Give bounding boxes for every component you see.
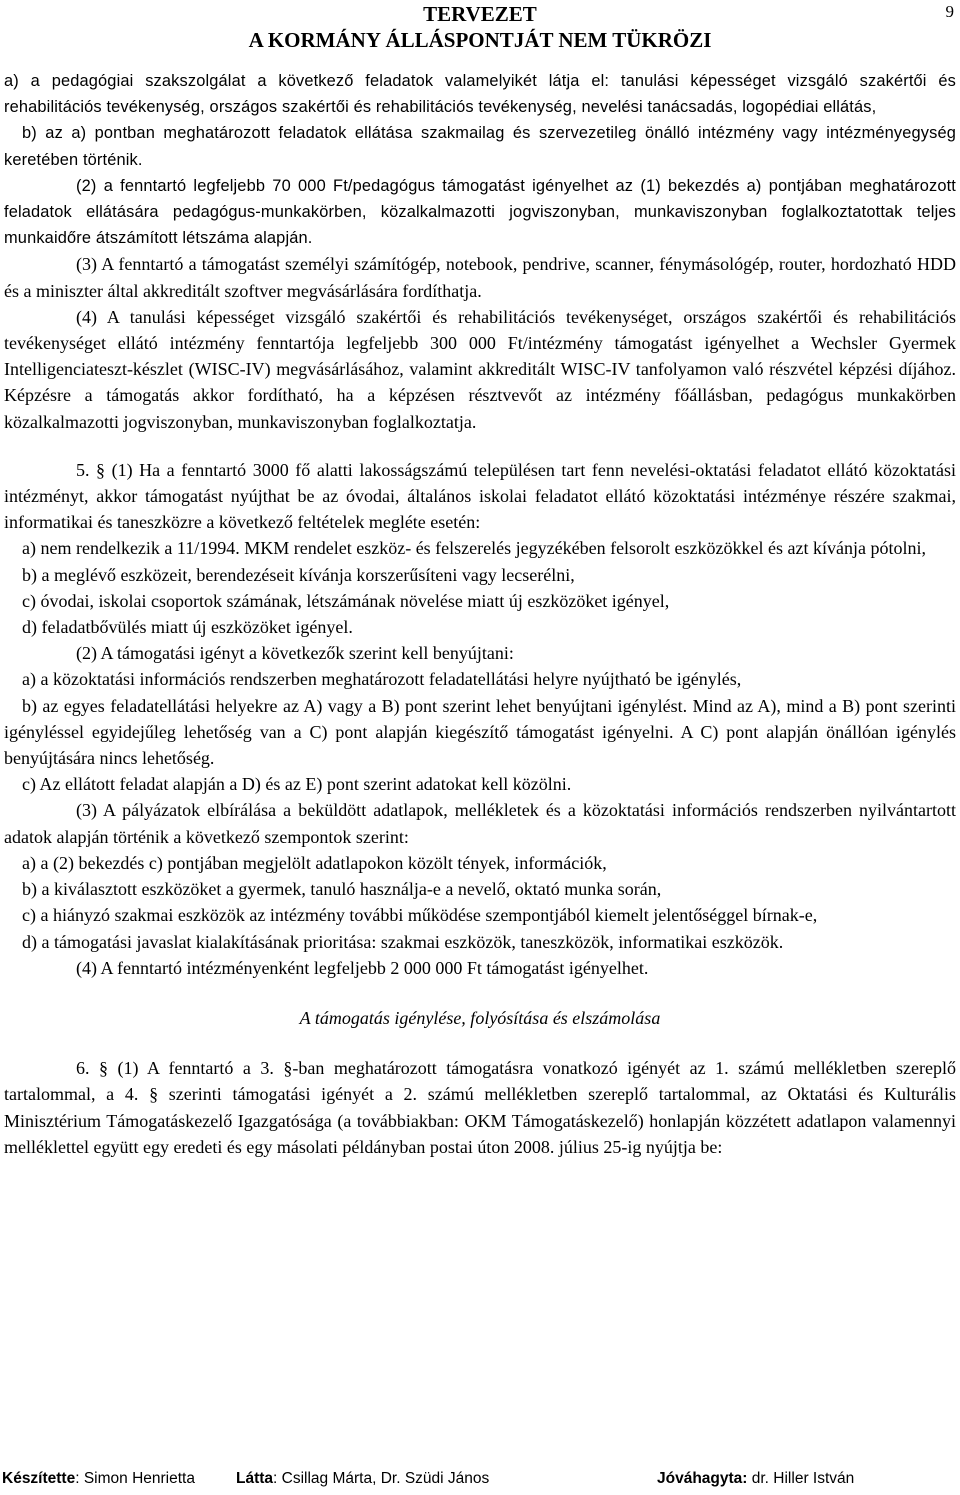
prepared-by [2,1470,195,1488]
list-item: b) a meglévő eszközeit, berendezéseit kívánja korszerűsíteni vagy lecserélni, [22,564,575,585]
paragraph: (3) A fenntartó a támogatást személyi számítógép, notebook, pendrive, scanner, fénymásológép, router, hordozható HDD és a miniszter által akkreditált szoftver megvásárlására fordíthatja. [4,254,956,301]
signature-footer [2,1470,958,1492]
paragraph: (4) A tanulási képességet vizsgáló szakértői és rehabilitációs tevékenységet, országos szakértői és rehabilitációs tevékenységet ellátó intézmény fenntartója legfeljebb 300 000 Ft/intézmény támogatást igényelhet a Wechsler Gyermek Intelligenciateszt-készlet (WISC-IV) megvásárlásához, valamint akkreditált WISC-IV tanfolyamon való részvétel képzési díjához. Képzésre a támogatás akkor fordítható, ha a képzésen résztvevőt az intézmény főállásban, pedagógus munkakörben közalkalmazotti jogviszonyban, munkaviszonyban foglalkoztatja. [4,306,956,432]
list-item: b) a kiválasztott eszközöket a gyermek, tanuló használja-e a nevelő, oktató munka során, [22,879,662,900]
draft-disclaimer: A KORMÁNY ÁLLÁSPONTJÁT NEM TÜKRÖZI [248,28,712,52]
list-item: b) az egyes feladatellátási helyekre az A) vagy a B) pont szerint lehet benyújtani igénylést. Mind az A), mind a B) pont szerinti igényléssel egyidejűleg lehetőség van a C) pont alapján kiegészítő támogatást igényelni. A C) pont alapján önállóan igénylés benyújtására nincs lehetőség. [4,695,956,769]
approved-by-value: dr. Hiller István [747,1470,855,1487]
spacer [4,981,956,1005]
paragraph: a) a pedagógiai szakszolgálat a következő feladatok valamelyikét látja el: tanulási képességet vizsgáló szakértői és rehabilitációs tevékenység, országos szakértői és rehabilitációs tevékenység, nevelési tanácsadás, logopédiai ellátás, [4,72,956,117]
list-item: a) nem rendelkezik a 11/1994. MKM rendelet eszköz- és felszerelés jegyzékében felsorolt eszközökkel és azt kívánja pótolni, [22,538,926,559]
page-number: 9 [945,2,954,21]
paragraph: (4) A fenntartó intézményenként legfeljebb 2 000 000 Ft támogatást igényelhet. [76,957,649,978]
list-item: c) a hiányzó szakmai eszközök az intézmény további működése szempontjából kiemelt jelentőséggel bírnak-e, [22,905,818,926]
list-item: d) a támogatási javaslat kialakításának prioritása: szakmai eszközök, taneszközök, informatikai eszközök. [22,931,784,952]
prepared-by-label: Készítette [2,1470,76,1487]
prepared-by-value: : Simon Henrietta [75,1470,195,1487]
document-body [4,68,956,1160]
seen-by-label: Látta [236,1470,274,1487]
list-item: a) a közoktatási információs rendszerben meghatározott feladatellátási helyre nyújtható be igénylés, [22,669,742,690]
spacer [4,1031,956,1055]
paragraph: (2) A támogatási igényt a következők szerint kell benyújtani: [76,643,514,664]
approved-by [657,1470,854,1488]
list-item: c) óvodai, iskolai csoportok számának, létszámának növelése miatt új eszközöket igényel, [22,590,670,611]
paragraph: 6. § (1) A fenntartó a 3. §-ban meghatározott támogatásra vonatkozó igényét az 1. számú mellékletben szereplő tartalommal, a 4. § szerinti támogatási igényét a 2. számú mellékletben szereplő tartalommal, az Oktatási és Kulturális Minisztérium Támogatáskezelő Igazgatósága (a továbbiakban: OKM Támogatáskezelő) honlapján közzétett adatlapon valamennyi melléklettel együtt egy eredeti és egy másolati példányban postai úton 2008. július 25-ig nyújtja be: [4,1058,956,1157]
paragraph: (2) a fenntartó legfeljebb 70 000 Ft/pedagógus támogatást igényelhet az (1) bekezdés a) pontjában meghatározott feladatok ellátására pedagógus-munkakörben, közalkalmazotti jogviszonyban, munkaviszonyban foglalkoztatottak teljes munkaidőre átszámított létszáma alapján. [4,176,956,248]
list-item: a) a (2) bekezdés c) pontjában megjelölt adatlapokon közölt tények, információk, [22,852,607,873]
list-item: d) feladatbővülés miatt új eszközöket igényel. [22,617,353,638]
section-subtitle: A támogatás igénylése, folyósítása és elszámolása [299,1007,661,1028]
seen-by [236,1470,489,1488]
paragraph: b) az a) pontban meghatározott feladatok ellátása szakmailag és szervezetileg önálló intézmény vagy intézményegység keretében történik. [4,124,956,169]
draft-title: TERVEZET [423,2,537,26]
draft-header [0,0,960,53]
list-item: c) Az ellátott feladat alapján a D) és az E) pont szerint adatokat kell közölni. [22,774,572,795]
paragraph: 5. § (1) Ha a fenntartó 3000 fő alatti lakosságszámú településen tart fenn nevelési-oktatási feladatot ellátó közoktatási intézményt, akkor támogatást nyújthat be az óvodai, általános iskolai feladatot ellátó közoktatási intézménye részére szakmai, informatikai és taneszközre a következő feltételek megléte esetén: [4,459,956,533]
seen-by-value: : Csillag Márta, Dr. Szüdi János [273,1470,490,1487]
spacer [4,435,956,457]
approved-by-label: Jóváhagyta: [657,1470,748,1487]
paragraph: (3) A pályázatok elbírálása a beküldött adatlapok, mellékletek és a közoktatási információs rendszerben nyilvántartott adatok alapján történik a következő szempontok szerint: [4,800,956,847]
